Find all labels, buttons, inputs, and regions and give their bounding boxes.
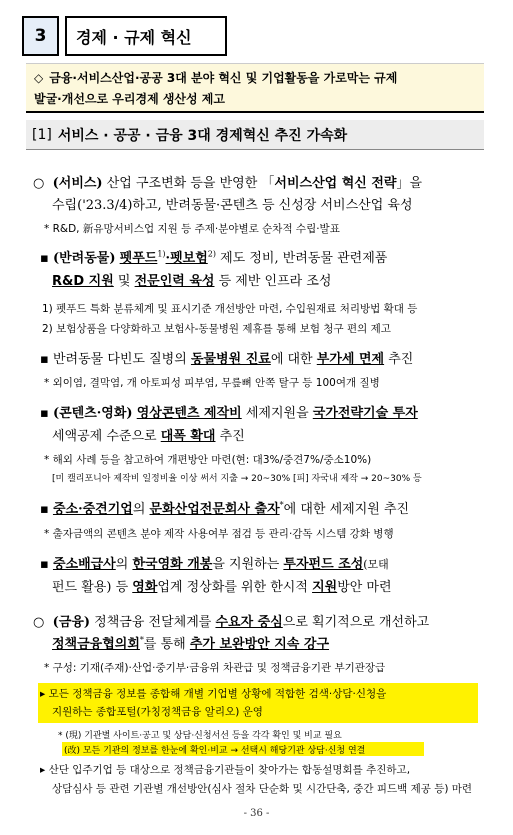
content-note-2: [미 캘리포니아 제작비 일정비율 이상 써서 지출 → 20~30% [피] 자국내 제작 → 20~30% 등 — [52, 474, 422, 484]
content-paragraph-line-1: ▪ (콘텐츠·영화) 영상콘텐츠 제작비 세제지원을 국가전략기술 투자 — [40, 406, 418, 421]
section-header — [22, 16, 227, 56]
service-paragraph-line-1: ○ (서비스) 산업 구조변화 등을 반영한 「서비스산업 혁신 전략」을 — [33, 176, 423, 191]
subsection-marker: [1] — [32, 126, 52, 143]
portal-paragraph-line-2: 지원하는 종합포털(가칭정책금융 알리오) 운영 — [52, 706, 263, 718]
portal-note-2: (改) 모든 기관의 정보를 한눈에 확인·비교 → 선택시 해당기관 상담·신청 연결 — [64, 746, 366, 756]
vat-paragraph: ▪ 반려동물 다빈도 질병의 동물병원 진료에 대한 부가세 면제 추진 — [40, 352, 414, 367]
pet-footnote-2: 2) 보험상품을 다양화하고 보험사-동물병원 제휴를 통해 보험 청구 편의 제고 — [42, 323, 391, 335]
vat-note: * 외이염, 결막염, 개 아토피성 피부염, 무릎뼈 안쪽 탈구 등 100여개 질병 — [44, 377, 380, 389]
film-paragraph-line-2: 펀드 활용) 등 영화업계 정상화를 위한 한시적 지원방안 마련 — [52, 580, 392, 595]
finance-note: * 구성: 기재(주재)·산업·중기부·금융위 차관급 및 정책금융기관 부기관장급 — [44, 662, 386, 674]
service-paragraph-line-2: 수립('23.3/4)하고, 반려동물·콘텐츠 등 신성장 서비스산업 육성 — [52, 198, 413, 213]
finance-paragraph-line-1: ○ (금융) 정책금융 전달체계를 수요자 중심으로 획기적으로 개선하고 — [33, 615, 430, 630]
summary-marker: ◇ — [34, 71, 44, 85]
section-number: 3 — [22, 16, 59, 56]
page-number: - 36 - — [243, 808, 270, 819]
summary-line-1: 금융·서비스산업·공공 3대 분야 혁신 및 기업활동을 가로막는 규제 — [49, 71, 398, 85]
service-note: * R&D, 新유망서비스업 지원 등 주제·분야별로 순차적 수립·발표 — [44, 223, 340, 235]
summary-box — [26, 63, 484, 113]
pet-paragraph-line-2: R&D 지원 및 전문인력 육성 등 제반 인프라 조성 — [52, 274, 332, 289]
finance-paragraph-line-2: 정책금융협의회*를 통해 추가 보완방안 지속 강구 — [52, 635, 330, 652]
portal-note-1: * (現) 기관별 사이트·공고 및 상담·신청서선 등을 각각 확인 및 비교 필요 — [58, 731, 342, 741]
content-note-1: * 해외 사례 등을 참고하여 개편방안 마련(현: 대3%/중견7%/중소10%) — [44, 454, 372, 466]
briefing-paragraph-line-1: ▸ 산단 입주기업 등 대상으로 정책금융기관들이 찾아가는 합동설명회를 추진하고, — [40, 764, 411, 776]
culture-note: * 출자금액의 콘텐츠 분야 제작 사용여부 점검 등 관리·감독 시스템 강화 병행 — [44, 528, 394, 540]
briefing-paragraph-line-2: 상담심사 등 관련 기관별 개선방안(심사 절차 단순화 및 시간단축, 중간 피드백 제공 등) 마련 — [52, 783, 473, 795]
pet-footnote-1: 1) 펫푸드 특화 분류체계 및 표시기준 개선방안 마련, 수입원재료 처리방법 확대 등 — [42, 303, 418, 315]
culture-paragraph: ▪ 중소·중견기업의 문화산업전문회사 출자*에 대한 세제지원 추진 — [40, 500, 410, 517]
portal-paragraph-line-1: ▸ 모든 정책금융 정보를 종합해 개별 기업별 상황에 적합한 검색·상담·신청을 — [40, 688, 387, 700]
summary-line-2: 발굴·개선으로 우리경제 생산성 제고 — [34, 92, 225, 106]
subsection-title: 서비스 · 공공 · 금융 3대 경제혁신 추진 가속화 — [57, 127, 348, 144]
content-paragraph-line-2: 세액공제 수준으로 대폭 확대 추진 — [52, 429, 245, 444]
section-title: 경제 · 규제 혁신 — [65, 16, 227, 56]
subsection-header — [26, 120, 484, 150]
film-paragraph-line-1: ▪ 중소배급사의 한국영화 개봉을 지원하는 투자펀드 조성(모태 — [40, 557, 389, 572]
pet-paragraph-line-1: ▪ (반려동물) 펫푸드$^{1)}$·펫보험$^{2)}$ 제도 정비, 반려동물 관련제품 — [40, 249, 388, 266]
